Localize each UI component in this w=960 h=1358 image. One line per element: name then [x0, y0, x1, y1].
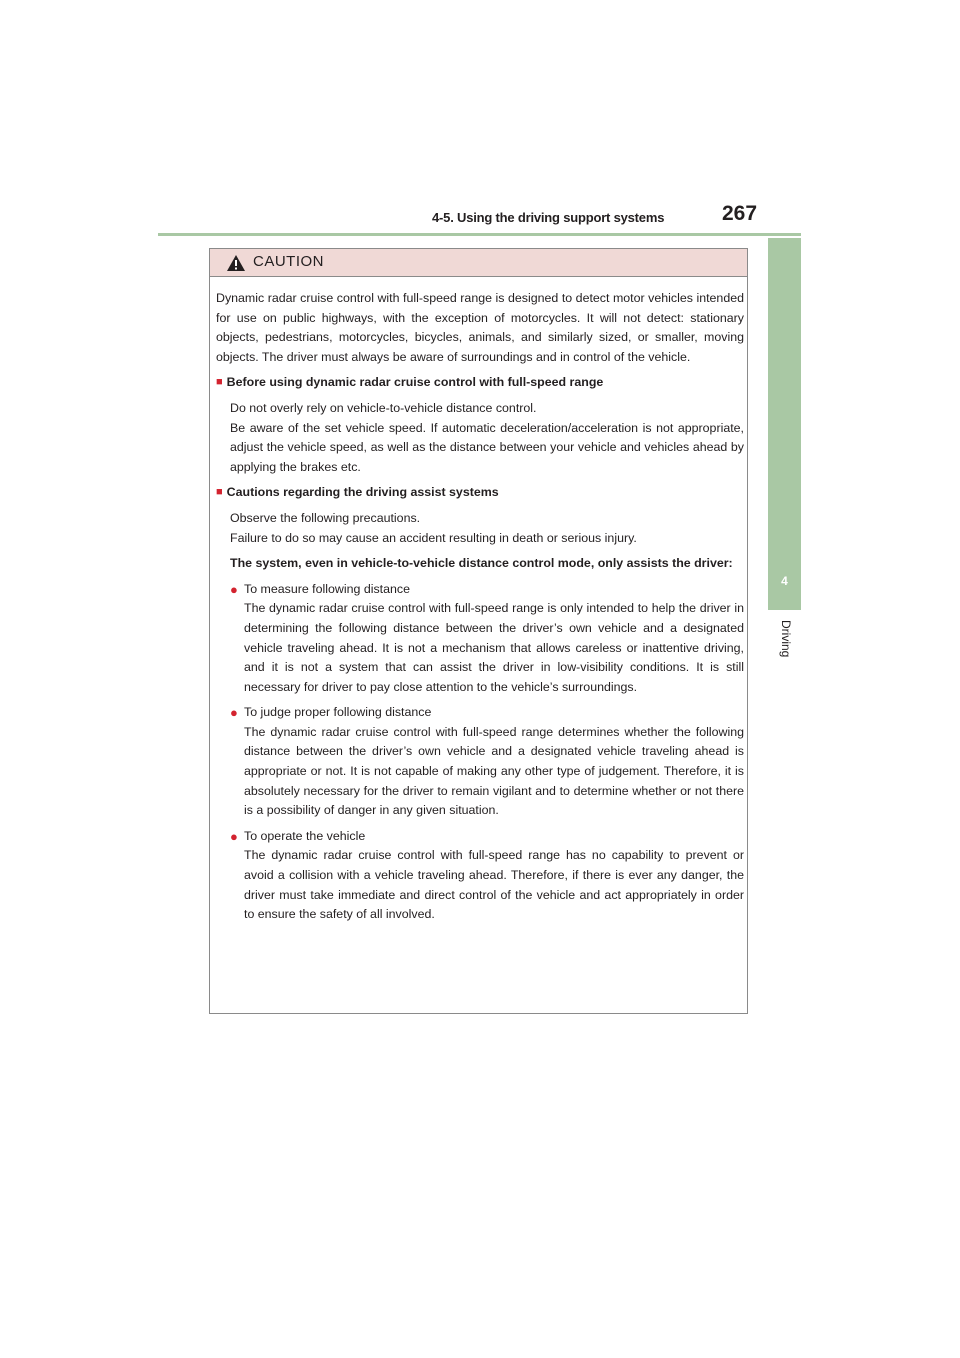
bullet-title: To judge proper following distance: [244, 705, 432, 720]
bullet-text: The dynamic radar cruise control with full-speed range determines whether the following distance between the driver’s own vehicle and a designated vehicle traveling ahead is appropriate or not. It is not capable of making any other type of judgement. Therefore, it is absolutely necessary for the driver to remain vigilant and to determine whether or not there is a possibility of danger in any given situation.: [244, 724, 744, 818]
chapter-number: 4: [781, 574, 788, 588]
bullet-title: To measure following distance: [244, 581, 410, 596]
square-icon: ■: [216, 486, 223, 499]
caution-intro: Dynamic radar cruise control with full-speed range is designed to detect motor vehicles intended for use on public highways, with the exception of motorcycles. It will not detect: stationary objects, pedestrians, motorcycles, bicycles, animals, and similarly sized, or smaller, moving objects. The driver must always be aware of surroundings and in control of the vehicle.: [216, 291, 744, 364]
section-heading-before-using: [216, 373, 744, 393]
list-item: [216, 703, 744, 821]
caution-header: [210, 249, 747, 277]
page-number: 267: [722, 202, 758, 225]
circle-bullet-icon: ●: [230, 581, 238, 597]
section1-line2: Be aware of the set vehicle speed. If automatic deceleration/acceleration is not appropriate, adjust the vehicle speed, as well as the distance between your vehicle and vehicles ahead by applying the brakes etc.: [230, 420, 744, 474]
list-item: [216, 580, 744, 698]
section2-line1: Observe the following precautions.: [230, 510, 421, 525]
section1-line1: Do not overly rely on vehicle-to-vehicle distance control.: [230, 400, 537, 415]
warning-triangle-icon: [226, 254, 246, 272]
square-icon: ■: [216, 376, 223, 389]
caution-body: [216, 289, 744, 925]
section2-bold-note: The system, even in vehicle-to-vehicle distance control mode, only assists the driver:: [230, 556, 733, 571]
caution-title: CAUTION: [253, 253, 324, 270]
section2-line2: Failure to do so may cause an accident resulting in death or serious injury.: [230, 530, 637, 545]
section-heading-text: Before using dynamic radar cruise control with full-speed range: [226, 375, 604, 390]
bullet-text: The dynamic radar cruise control with full-speed range has no capability to prevent or avoid a collision with a vehicle traveling ahead. Therefore, if there is ever any danger, the driver must take immediate and direct control of the vehicle and act appropriately in order to ensure the safety of all involved.: [244, 848, 744, 922]
header-rule: [158, 233, 801, 236]
list-item: [216, 827, 744, 925]
circle-bullet-icon: ●: [230, 705, 238, 721]
section-heading-text: Cautions regarding the driving assist systems: [226, 485, 499, 500]
bullet-text: The dynamic radar cruise control with full-speed range is only intended to help the driver in determining the following distance between the driver’s own vehicle and a designated vehicle traveling ahead. It is not a mechanism that allows careless or inattentive driving, and it is not a system that can assist the driver in low-visibility conditions. It is still necessary for driver to pay close attention to the vehicle’s surroundings.: [244, 601, 744, 694]
caution-box: [209, 248, 748, 1014]
header-section-title: 4-5. Using the driving support systems: [432, 210, 665, 225]
section-heading-cautions: [216, 483, 744, 503]
chapter-side-tab: [768, 238, 801, 610]
bullet-title: To operate the vehicle: [244, 828, 366, 843]
chapter-label: Driving: [779, 620, 793, 658]
circle-bullet-icon: ●: [230, 828, 238, 844]
